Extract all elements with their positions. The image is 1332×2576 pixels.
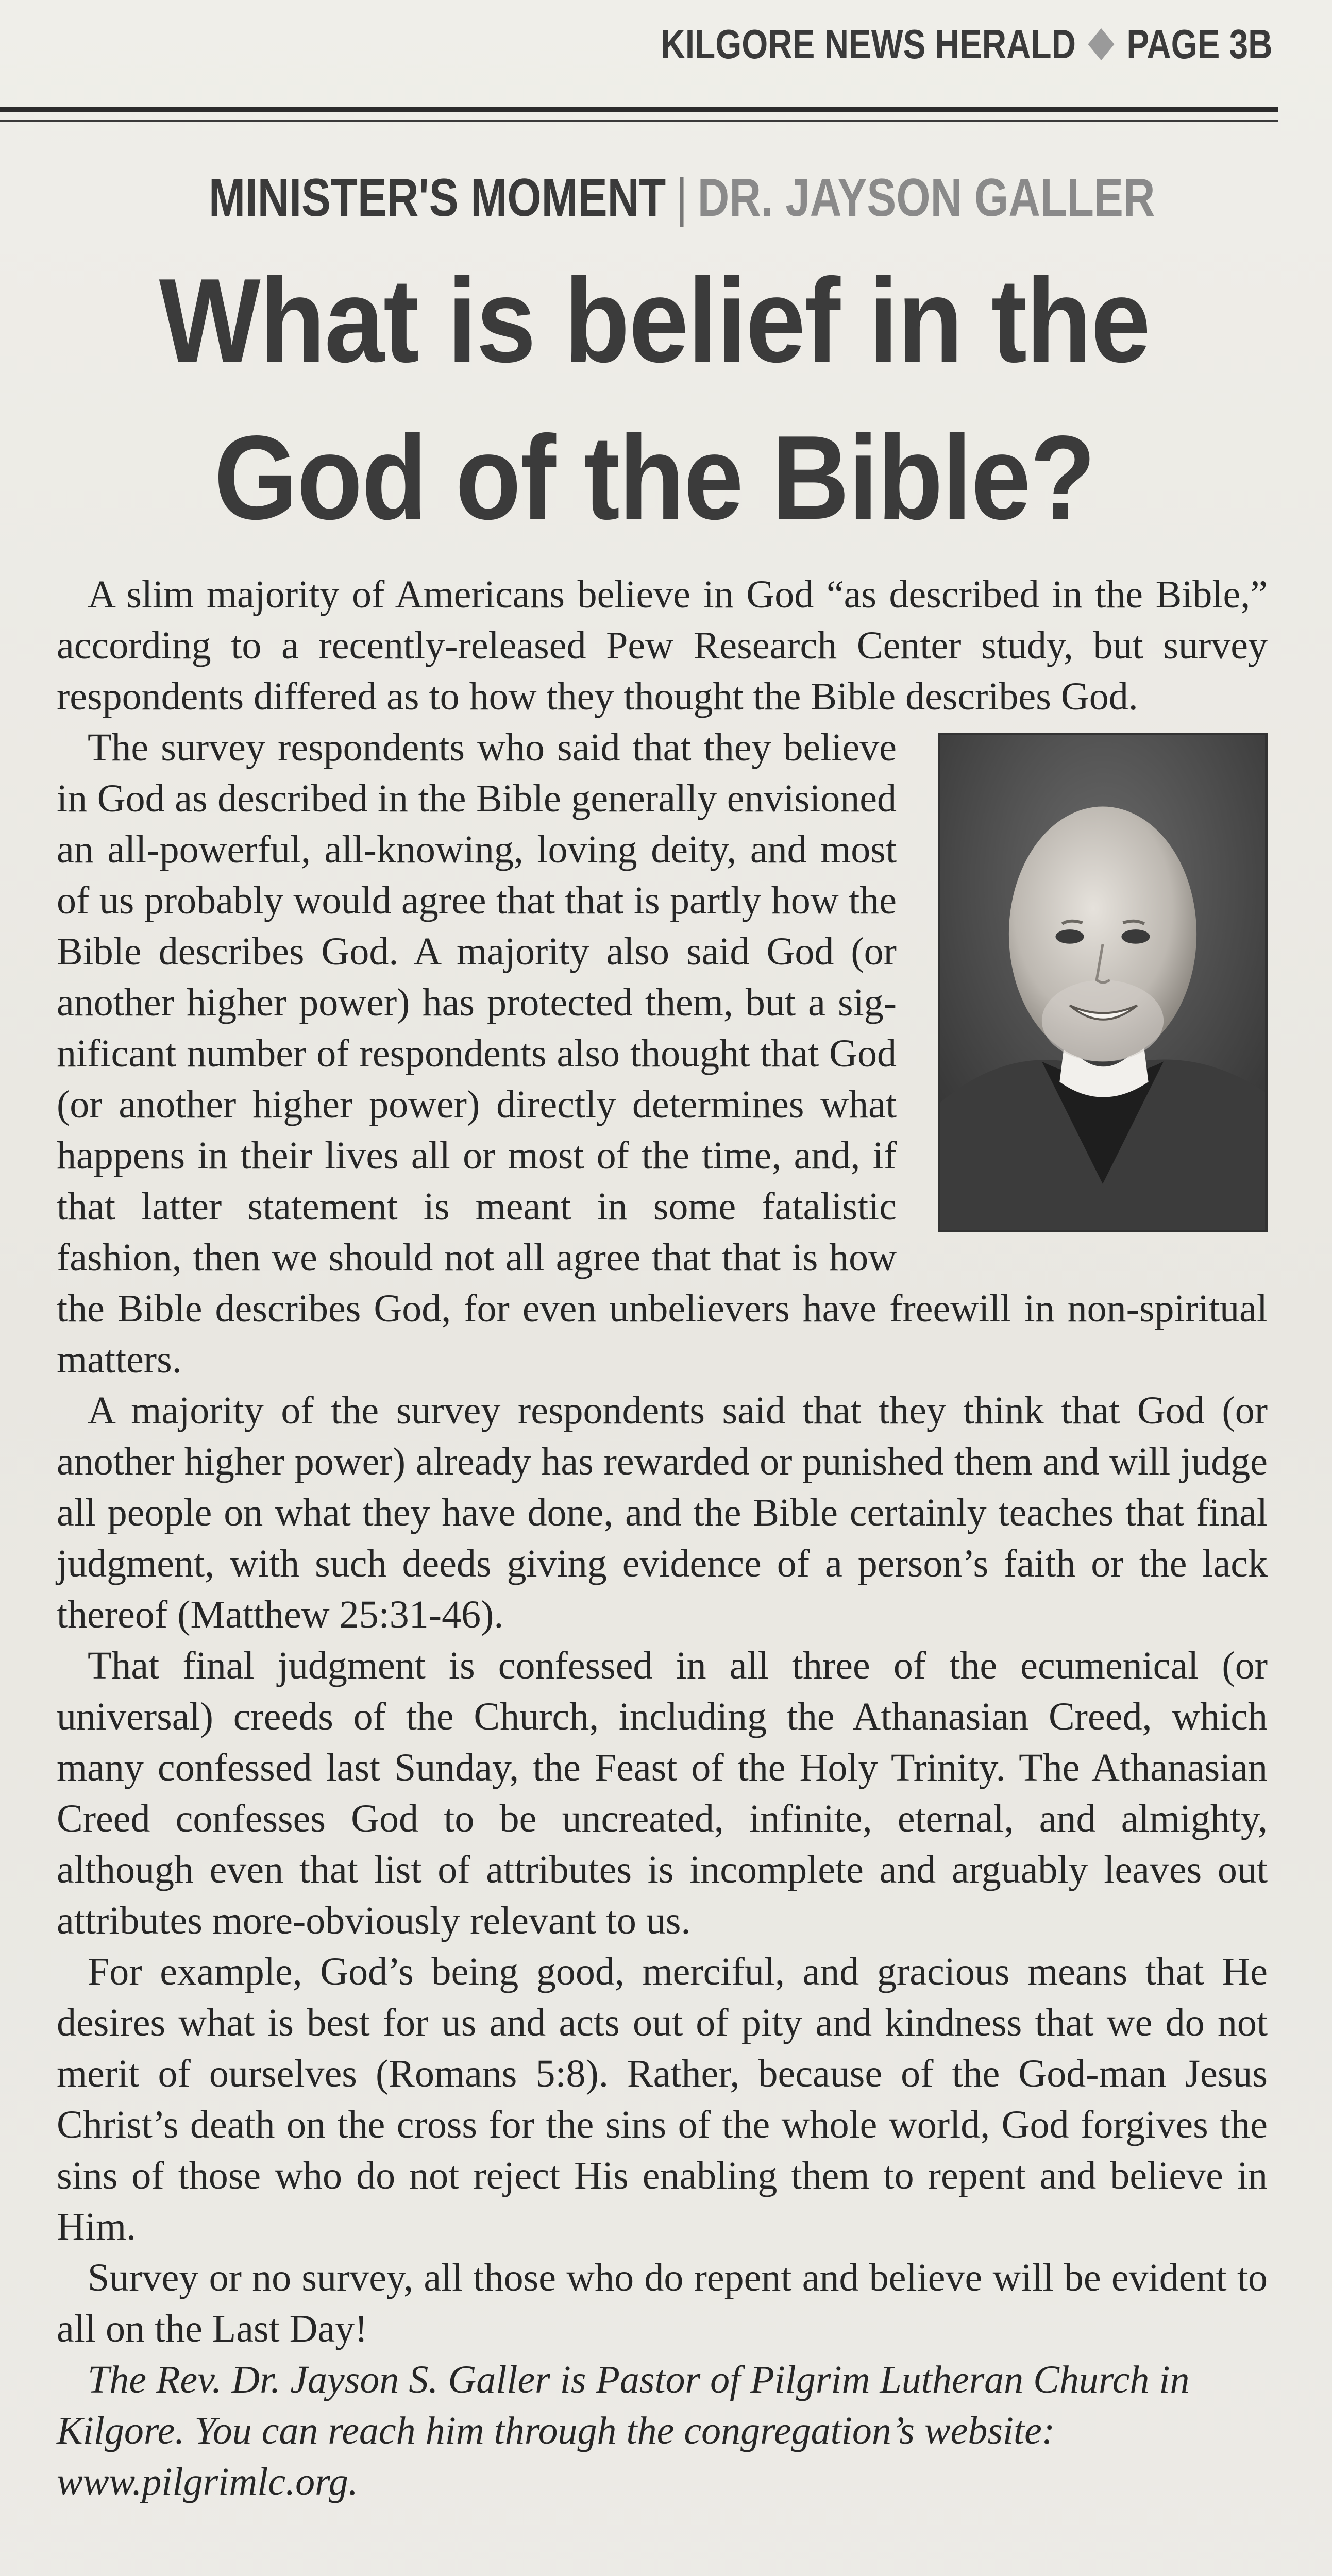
column-name: MINISTER'S MOMENT (209, 168, 666, 228)
kicker-separator: | (676, 168, 688, 228)
masthead-rule-thick (0, 107, 1278, 112)
paragraph-5: For example, God’s being good, merciful, and gracious means that He desires what is best for us and acts out of pity and kindness that we do not merit of ourselves (Romans 5:8). Rather, because of the God-man Jesus Christ’s death on the cross for the sins of the whole world, God forgives the sins of those who do not reject His enabling them to repent and believe in Him. (57, 1950, 1268, 2248)
column-kicker (209, 167, 1155, 229)
page-number: PAGE 3B (1126, 21, 1273, 67)
masthead-rule-thin (0, 120, 1278, 122)
paper-name: KILGORE NEWS HERALD (661, 21, 1076, 67)
article-body (57, 569, 1268, 2507)
masthead (661, 21, 1273, 68)
paragraph-2: The survey respondents who said that they believe in God as described in the Bible generally envisioned an all-powerful, all-knowing, loving deity, and most of us probably would agree that that is partly how the Bible describes God. A majority also said God (or another higher power) has protected them, but a significant number of respondents also thought that God (or another higher power) directly determines what happens in their lives all or most of the time, and, if that latter statement is meant in some fatalistic fashion, then we should not all agree that that is how the Bible describes God, for even unbelievers have freewill in non-spiritual matters. (57, 726, 1268, 1381)
paragraph-3: A majority of the survey respondents said that they think that God (or another higher power) already has rewarded or punished them and will judge all people on what they have done, and the Bible certainly teaches that final judgment, with such deeds giving evidence of a person’s faith or the lack thereof (Matthew 25:31-46). (57, 1389, 1268, 1636)
column-author: DR. JAYSON GALLER (697, 168, 1155, 228)
author-byline: The Rev. Dr. Jayson S. Galler is Pastor of Pilgrim Lutheran Church in Kilgore. You can reach him through the congregation’s website: www.pilgrimlc.org. (57, 2358, 1190, 2503)
author-photo (938, 733, 1268, 1232)
headline (0, 242, 1309, 556)
portrait-illustration (940, 735, 1265, 1230)
paragraph-4: That final judgment is confessed in all three of the ecumenical (or universal) creeds of the Church, including the Athanasian Creed, which many confessed last Sunday, the Feast of the Holy Trinity. The Athanasian Creed confesses God to be uncreated, infinite, eternal, and almighty, although even that list of attributes is incomplete and arguably leaves out attributes more-obviously relevant to us. (57, 1644, 1268, 1942)
paragraph-6: Survey or no survey, all those who do repent and believe will be evident to all on the Last Day! (57, 2256, 1268, 2350)
headline-line-1: What is belief in the (159, 254, 1150, 387)
headline-line-2: God of the Bible? (214, 411, 1095, 545)
paragraph-1: A slim majority of Americans believe in God “as described in the Bible,” according to a recently-released Pew Research Center study, but survey respondents differed as to how they thought the Bible describes God. (57, 573, 1268, 718)
diamond-icon (1088, 28, 1115, 60)
